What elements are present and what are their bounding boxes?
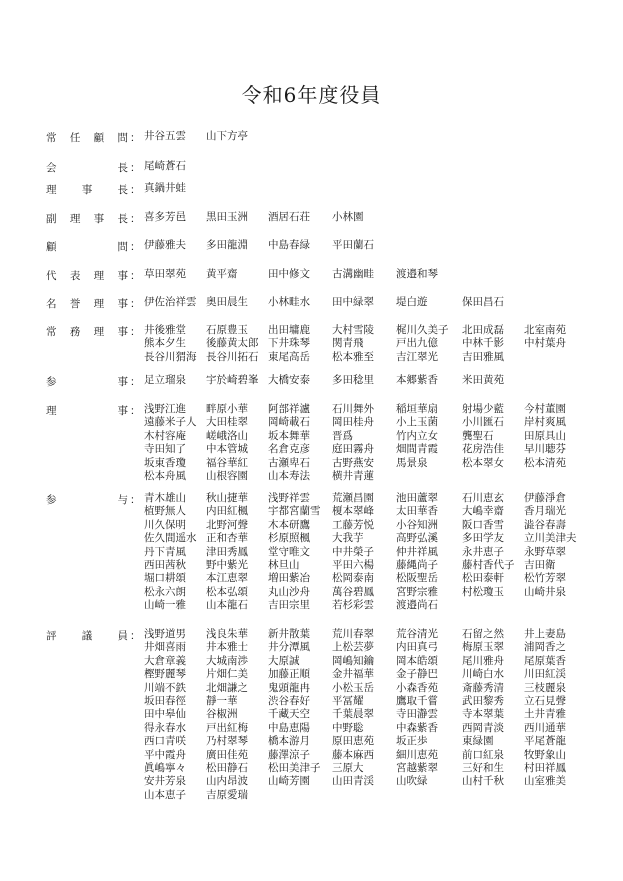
member-name: 中島恵陽 — [268, 721, 310, 734]
member-name: 平田蘭石 — [332, 239, 374, 251]
member-name: 西岡青淡 — [462, 721, 504, 734]
member-name: 寺本翠葉 — [462, 708, 504, 721]
member-name: 宮野宗雅 — [396, 585, 438, 598]
member-name: 渡邉和琴 — [396, 268, 438, 280]
member-name: 伊藤淨倉 — [524, 492, 566, 504]
member-name: 松本翠女 — [462, 456, 504, 469]
member-name: 萬谷碧鳳 — [332, 585, 374, 598]
member-name: 坂東香瓊 — [144, 456, 186, 469]
member-name: 西川通華 — [524, 721, 566, 734]
member-name: 大橋安泰 — [268, 374, 310, 386]
member-name: 長谷川拓石 — [206, 350, 259, 363]
role-separator: ： — [130, 162, 141, 174]
member-name: 井上妻島 — [524, 628, 566, 640]
member-name: 中村葉舟 — [524, 337, 566, 350]
member-name: 平冨耀 — [332, 694, 364, 707]
member-name: 稲垣華扇 — [396, 403, 438, 415]
member-name: 中島春緑 — [268, 239, 310, 251]
member-name: 名倉克彦 — [268, 443, 310, 456]
member-name: 田原具山 — [524, 429, 566, 442]
member-name: 坂本舞華 — [268, 429, 310, 442]
member-name: 石原豊玉 — [206, 324, 248, 336]
member-name: 土井青雅 — [524, 708, 566, 721]
role-label — [46, 403, 128, 418]
member-name: 池田蘆翠 — [396, 492, 438, 504]
member-name: 山崎芳園 — [268, 775, 310, 788]
member-name: 新井散葉 — [268, 628, 310, 640]
member-name: 坂正歩 — [396, 735, 428, 748]
member-name: 武田黎秀 — [462, 694, 504, 707]
member-name: 荒谷清光 — [396, 628, 438, 640]
role-char: 理 — [93, 326, 105, 338]
role-label — [46, 628, 128, 643]
role-label — [46, 239, 128, 254]
member-name: 戸出紅梅 — [206, 721, 248, 734]
role-char: 常 — [46, 132, 57, 144]
member-name: 横井青蓮 — [332, 469, 374, 482]
member-name: 馬景泉 — [396, 456, 428, 469]
role-label — [46, 182, 128, 197]
member-name: 出田墉鹿 — [268, 324, 310, 336]
member-name: 田中皋仙 — [144, 708, 186, 721]
role-label — [46, 296, 128, 311]
member-name: 内田紅楓 — [206, 505, 248, 518]
role-char: 理 — [93, 298, 105, 310]
member-name: 小森香苑 — [396, 681, 438, 694]
member-name: 尾川雅舟 — [462, 654, 504, 667]
member-name: 小松玉岳 — [332, 681, 374, 694]
member-name: 安井芳泉 — [144, 775, 186, 788]
member-name: 真鍋井蛙 — [144, 182, 186, 194]
member-name: 大我芋 — [332, 532, 364, 545]
member-name: 野中紫光 — [206, 558, 248, 571]
member-name: 竹内立女 — [396, 429, 438, 442]
member-name: 山崎井泉 — [524, 585, 566, 598]
member-name: 木本研鷹 — [268, 518, 310, 531]
member-name: 丹下青風 — [144, 545, 186, 558]
member-name: 吉田雅風 — [462, 350, 504, 363]
role-char: 事 — [117, 405, 128, 417]
member-name: 松本弘頌 — [206, 585, 248, 598]
member-name: 松本雅至 — [332, 350, 374, 363]
member-name: 今村董園 — [524, 403, 566, 415]
member-name: 古溝幽畦 — [332, 268, 374, 280]
role-separator: ： — [130, 132, 141, 144]
member-name: 立川美津夫 — [524, 532, 577, 545]
member-name: 石留之然 — [462, 628, 504, 640]
role-char: 参 — [46, 376, 57, 388]
member-name: 後藤黄太郎 — [206, 337, 259, 350]
member-name: 中森紫香 — [396, 721, 438, 734]
role-char: 事 — [117, 270, 128, 282]
member-name: 田中緑翠 — [332, 296, 374, 308]
member-name: 山内昂波 — [206, 775, 248, 788]
role-separator: ： — [130, 326, 141, 338]
member-name: 金井福華 — [332, 668, 374, 681]
member-name: 岡崎載石 — [268, 416, 310, 429]
member-name: 浦岡香之 — [524, 641, 566, 654]
member-name: 井畑喜雨 — [144, 641, 186, 654]
member-name: 川崎白水 — [462, 668, 504, 681]
member-name: 松竹芳翠 — [524, 572, 566, 585]
role-char: 理 — [93, 270, 105, 282]
member-name: 木村容庵 — [144, 429, 186, 442]
member-name: 井後雅堂 — [144, 324, 186, 336]
member-name: 正和杏華 — [206, 532, 248, 545]
member-name: 千藏天空 — [268, 708, 310, 721]
member-name: 山室雅美 — [524, 775, 566, 788]
member-name: 藤村香代子 — [462, 558, 515, 571]
member-name: 永野草翠 — [524, 545, 566, 558]
member-name: 山本寿法 — [268, 469, 310, 482]
member-name: 坂田春徑 — [144, 694, 186, 707]
member-name: 浅野祥雲 — [268, 492, 310, 504]
member-name: 川端不鉄 — [144, 681, 186, 694]
role-char: 名 — [46, 298, 57, 310]
member-name: 吉田宗里 — [268, 599, 310, 612]
member-name: 井本雅士 — [206, 641, 248, 654]
member-name: 平田六楊 — [332, 558, 374, 571]
member-name: 上松芸夢 — [332, 641, 374, 654]
member-name: 本江恵翠 — [206, 572, 248, 585]
member-name: 晋爲 — [332, 429, 353, 442]
page-title: 令和6年度役員 — [241, 83, 382, 107]
role-char: 問 — [117, 132, 128, 144]
member-name: 谷椒洲 — [206, 708, 238, 721]
member-name: 渋谷春好 — [268, 694, 310, 707]
member-name: 大倉章義 — [144, 654, 186, 667]
member-name: 工藤芳悦 — [332, 518, 374, 531]
member-name: 米田黄苑 — [462, 374, 504, 386]
member-name: 渡邉尚石 — [396, 599, 438, 612]
member-name: 北室南苑 — [524, 324, 566, 336]
member-name: 奥田晨生 — [206, 296, 248, 308]
member-name: 千葉晨翠 — [332, 708, 374, 721]
role-separator: ： — [130, 298, 141, 310]
role-char: 会 — [46, 162, 57, 174]
role-char: 誉 — [69, 298, 81, 310]
member-name: 秋山捷華 — [206, 492, 248, 504]
role-char: 代 — [46, 270, 57, 282]
role-char: 表 — [69, 270, 81, 282]
member-name: 岡本皓頌 — [396, 654, 438, 667]
role-char: 与 — [117, 494, 128, 506]
member-name: 松田美津子 — [268, 761, 321, 774]
member-name: 伊佐治祥雲 — [144, 296, 197, 308]
member-name: 射場少藍 — [462, 403, 504, 415]
member-name: 黒田玉洲 — [206, 211, 248, 223]
role-char: 問 — [117, 241, 128, 253]
member-name: 小林畦水 — [268, 296, 310, 308]
member-name: 藤澤涼子 — [268, 748, 310, 761]
member-name: 山村千秋 — [462, 775, 504, 788]
role-label — [46, 130, 128, 145]
member-name: 早川聴芬 — [524, 443, 566, 456]
member-name: 草田翠苑 — [144, 268, 186, 280]
member-name: 酒居石荘 — [268, 211, 310, 223]
role-char: 事 — [117, 298, 128, 310]
member-name: 石川舞外 — [332, 403, 374, 415]
member-name: 片畑仁美 — [206, 668, 248, 681]
member-name: 中井榮子 — [332, 545, 374, 558]
role-label — [46, 211, 128, 226]
member-name: 龔聖石 — [462, 429, 494, 442]
role-label — [46, 374, 128, 389]
member-name: 浅野江進 — [144, 403, 186, 415]
member-name: 丸山沙舟 — [268, 585, 310, 598]
member-name: 内田真弓 — [396, 641, 438, 654]
member-name: 鬼頭龍冉 — [268, 681, 310, 694]
role-separator: ： — [130, 184, 141, 196]
member-name: 田中修文 — [268, 268, 310, 280]
member-name: 三好和生 — [462, 761, 504, 774]
member-name: 藤縄尚子 — [396, 558, 438, 571]
member-name: 山根容園 — [206, 469, 248, 482]
member-name: 立石見聲 — [524, 694, 566, 707]
member-name: 伊藤雅夫 — [144, 239, 186, 251]
member-name: 戸出九億 — [396, 337, 438, 350]
role-char: 事 — [81, 184, 93, 196]
member-name: 山田青渓 — [332, 775, 374, 788]
role-separator: ： — [130, 270, 141, 282]
member-name: 金子静巴 — [396, 668, 438, 681]
member-name: 樫野麗琴 — [144, 668, 186, 681]
member-name: 山崎一雅 — [144, 599, 186, 612]
member-name: 岡嶋知鑰 — [332, 654, 374, 667]
member-name: 三枝麗泉 — [524, 681, 566, 694]
member-name: 眞嶋寧々 — [144, 761, 186, 774]
role-char: 務 — [69, 326, 81, 338]
member-name: 香月瑞光 — [524, 505, 566, 518]
role-char: 副 — [46, 213, 57, 225]
member-name: 長谷川猬海 — [144, 350, 197, 363]
member-name: 榎本翠峰 — [332, 505, 374, 518]
member-name: 松本清苑 — [524, 456, 566, 469]
role-char: 事 — [117, 326, 128, 338]
member-name: 本郷紫香 — [396, 374, 438, 386]
member-name: 遠藤米子人 — [144, 416, 197, 429]
member-name: 澁谷春壽 — [524, 518, 566, 531]
member-name: 杉原照楓 — [268, 532, 310, 545]
member-name: 足立瑠泉 — [144, 374, 186, 386]
member-name: 下井珠琴 — [268, 337, 310, 350]
member-name: 宇都宮蘭雪 — [268, 505, 321, 518]
member-name: 大田桂翠 — [206, 416, 248, 429]
member-name: 井谷五雲 — [144, 130, 186, 142]
member-name: 東緑園 — [462, 735, 494, 748]
member-name: 尾原葉香 — [524, 654, 566, 667]
member-name: 福谷華紅 — [206, 456, 248, 469]
role-label — [46, 324, 128, 339]
member-name: 大城南渉 — [206, 654, 248, 667]
member-name: 熊本夕生 — [144, 337, 186, 350]
member-name: 畑間青霞 — [396, 443, 438, 456]
member-name: 東尾高岳 — [268, 350, 310, 363]
member-name: 松本舟風 — [144, 469, 186, 482]
member-name: 山吹緑 — [396, 775, 428, 788]
member-name: 乃村翠琴 — [206, 735, 248, 748]
member-name: 阪口香雪 — [462, 518, 504, 531]
member-name: 庭田霧舟 — [332, 443, 374, 456]
member-name: 堀口耕頌 — [144, 572, 186, 585]
member-name: 西田茜秋 — [144, 558, 186, 571]
member-name: 中野聡 — [332, 721, 364, 734]
role-separator: ： — [130, 494, 141, 506]
role-char: 任 — [69, 132, 81, 144]
member-name: 古野燕安 — [332, 456, 374, 469]
role-separator: ： — [130, 241, 141, 253]
member-name: 小上玉菌 — [396, 416, 438, 429]
role-char: 長 — [117, 162, 128, 174]
role-char: 理 — [46, 184, 57, 196]
member-name: 堂守唯文 — [268, 545, 310, 558]
role-label — [46, 268, 128, 283]
role-char: 理 — [46, 405, 57, 417]
member-name: 尾崎蒼石 — [144, 160, 186, 172]
member-name: 寺田瀞雲 — [396, 708, 438, 721]
member-name: 多田稔里 — [332, 374, 374, 386]
member-name: 多田学友 — [462, 532, 504, 545]
role-char: 参 — [46, 494, 57, 506]
role-char: 常 — [46, 326, 57, 338]
member-name: 太田華香 — [396, 505, 438, 518]
role-char: 評 — [46, 630, 57, 642]
member-name: 黄平齋 — [206, 268, 238, 280]
member-name: 村田祥鳳 — [524, 761, 566, 774]
member-name: 増田紫冶 — [268, 572, 310, 585]
role-char: 顧 — [46, 241, 57, 253]
member-name: 大嶋幸齋 — [462, 505, 504, 518]
member-name: 松田泰軒 — [462, 572, 504, 585]
role-char: 議 — [81, 630, 93, 642]
member-name: 鷹取千嘗 — [396, 694, 438, 707]
member-name: 牧野象山 — [524, 748, 566, 761]
member-name: 浅良朱華 — [206, 628, 248, 640]
member-name: 嵯峨洛山 — [206, 429, 248, 442]
member-name: 岸村爽風 — [524, 416, 566, 429]
member-name: 吉原愛瑞 — [206, 788, 248, 801]
role-label — [46, 160, 128, 175]
member-name: 大村雪陵 — [332, 324, 374, 336]
role-label — [46, 492, 128, 507]
member-name: 津田秀鳳 — [206, 545, 248, 558]
member-name: 若杉彩雲 — [332, 599, 374, 612]
member-name: 吉江翠光 — [396, 350, 438, 363]
member-name: 仲井祥風 — [396, 545, 438, 558]
member-name: 喜多芳邑 — [144, 211, 186, 223]
member-name: 橋本游月 — [268, 735, 310, 748]
member-name: 大原誠 — [268, 654, 300, 667]
member-name: 山本龍石 — [206, 599, 248, 612]
member-name: 三原大 — [332, 761, 364, 774]
role-char: 理 — [69, 213, 81, 225]
member-name: 佐久間遥水 — [144, 532, 197, 545]
member-name: 高野弘溪 — [396, 532, 438, 545]
member-name: 青木雄山 — [144, 492, 186, 504]
role-separator: ： — [130, 630, 141, 642]
member-name: 畔原小華 — [206, 403, 248, 415]
member-name: 堤白遊 — [396, 296, 428, 308]
member-name: 靜一華 — [206, 694, 238, 707]
member-name: 前口紅泉 — [462, 748, 504, 761]
member-name: 古瀬卑石 — [268, 456, 310, 469]
member-name: 中林千影 — [462, 337, 504, 350]
member-name: 松阪聖岳 — [396, 572, 438, 585]
member-name: 平中霞舟 — [144, 748, 186, 761]
member-name: 山下方亭 — [206, 130, 248, 142]
member-name: 北野河聲 — [206, 518, 248, 531]
member-name: 松岡泰南 — [332, 572, 374, 585]
role-char: 事 — [93, 213, 105, 225]
member-name: 松永六朗 — [144, 585, 186, 598]
member-name: 得永春水 — [144, 721, 186, 734]
member-name: 藤本麻西 — [332, 748, 374, 761]
role-char: 員 — [117, 630, 128, 642]
member-name: 関青飛 — [332, 337, 364, 350]
member-name: 梶川久美子 — [396, 324, 449, 336]
member-name: 平尾蒼龍 — [524, 735, 566, 748]
member-name: 廣田佳苑 — [206, 748, 248, 761]
member-name: 中本管城 — [206, 443, 248, 456]
member-name: 小谷知洲 — [396, 518, 438, 531]
member-name: 宇於崎碧峯 — [206, 374, 259, 386]
member-name: 岡田桂舟 — [332, 416, 374, 429]
member-name: 村松瓊玉 — [462, 585, 504, 598]
member-name: 吉田衛 — [524, 558, 556, 571]
member-name: 保田昌石 — [462, 296, 504, 308]
member-name: 斎藤秀清 — [462, 681, 504, 694]
member-name: 荒川春翠 — [332, 628, 374, 640]
member-name: 林旦山 — [268, 558, 300, 571]
member-name: 多田龍淵 — [206, 239, 248, 251]
member-name: 荒瀬昌園 — [332, 492, 374, 504]
member-name: 細川恵苑 — [396, 748, 438, 761]
member-name: 梅原玉翠 — [462, 641, 504, 654]
role-separator: ： — [130, 376, 141, 388]
role-char: 長 — [117, 184, 128, 196]
member-name: 阿部祥瀘 — [268, 403, 310, 415]
member-name: 寺田知了 — [144, 443, 186, 456]
member-name: 小川匯石 — [462, 416, 504, 429]
member-name: 山本恵子 — [144, 788, 186, 801]
role-separator: ： — [130, 405, 141, 417]
role-char: 長 — [117, 213, 128, 225]
member-name: 花房浩佳 — [462, 443, 504, 456]
role-char: 顧 — [93, 132, 105, 144]
member-name: 北田成磊 — [462, 324, 504, 336]
member-name: 浅野道男 — [144, 628, 186, 640]
member-name: 加藤正順 — [268, 668, 310, 681]
member-name: 川田紅渓 — [524, 668, 566, 681]
member-name: 川久保明 — [144, 518, 186, 531]
member-name: 永井恵子 — [462, 545, 504, 558]
member-name: 宮越紫翠 — [396, 761, 438, 774]
member-name: 小林園 — [332, 211, 364, 223]
member-name: 植野無人 — [144, 505, 186, 518]
member-name: 松田静石 — [206, 761, 248, 774]
role-char: 事 — [117, 376, 128, 388]
member-name: 原田恵苑 — [332, 735, 374, 748]
member-name: 石川恵玄 — [462, 492, 504, 504]
role-separator: ： — [130, 213, 141, 225]
member-name: 西口青咲 — [144, 735, 186, 748]
member-name: 井分潭風 — [268, 641, 310, 654]
member-name: 北畑謙之 — [206, 681, 248, 694]
